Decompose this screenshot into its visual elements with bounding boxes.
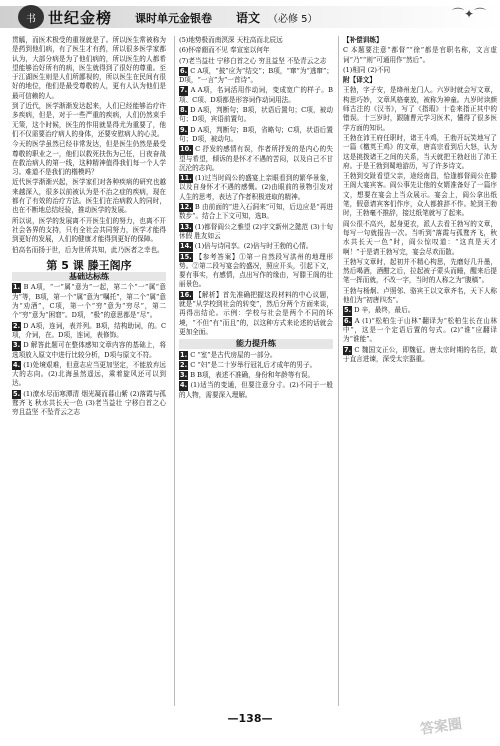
answer-number: 8.: [180, 106, 188, 115]
answer-text: (1)适当的变通，但要注意分寸。(2)不同于一般的人物，需要深入理解。: [179, 381, 333, 399]
answer-item: [179, 106, 333, 125]
lesson-title: 第 5 课 滕王阁序: [46, 258, 132, 272]
paragraph: 伯高名而扬于世，后为世所共知，此乃医者之幸也。: [12, 245, 164, 254]
watermark-logo: 答案圈: [419, 716, 464, 738]
answer-number: 1.: [180, 350, 188, 359]
left-passage: [12, 36, 166, 255]
answer-text: A (1)“松柏生于山林”翻译为“松柏生长在山林中”，这是一个定语后置的句式。(2)“谁”应翻译为“谁能”。: [343, 316, 497, 344]
answer-number: 11.: [180, 174, 192, 183]
answer-number: 6.: [344, 316, 352, 325]
answer-item: [343, 346, 497, 365]
advanced-answer-list: [179, 351, 333, 400]
answer-text: C 抒发的感情有误，作者所抒发的是内心的失望与希望，倾诉的是怀才不遇的苦闷，以及自己不甘沉沦的志向。: [179, 145, 333, 172]
answer-text: B A项，“一”属“意为”一起，第二个“一”属“意为”等，B项，第一个“属”意为“嘱托”，第二个“属”意为“劝酒”，C项，第一个“穷”意为“穷尽”，第二个“穷”意为“困窘”。D项，“极”的意思都是“尽”。: [12, 283, 166, 320]
answer-item: [179, 223, 333, 242]
answer-item: [179, 203, 333, 222]
answer-item: [12, 390, 166, 418]
answer-number: 10.: [180, 145, 192, 154]
supplement-tag: 【补偿训练】: [343, 36, 383, 44]
answer-item: [179, 145, 333, 173]
answer-item: [179, 242, 333, 251]
paragraph: 近代医学渐渐兴起，医学家们对各种疾病的研究也越来越深入，很多以前被认为是不治之症的疾病，现在都有了有效的治疗方法。医生们在治病救人的同时，也在不断地总结经验，推动医学的发展。: [12, 178, 166, 215]
answer-number: 2.: [180, 360, 188, 369]
answer-number: 4.: [13, 360, 21, 369]
answer-text: D A项，判断句；B项，省略句；C项，状语后置句；D项，被动句。: [179, 125, 333, 143]
answer-text: D A项，判断句；B项，状语后置句；C项，被动句；D项，宾语前置句。: [179, 106, 333, 124]
answer-text: 【解析】首先准确把握这段材料的中心议题，就是“从学校到社会的转变”，然后分两个方面来谈，再得出结论。示例：学校与社会是两个不同的环境，“不但”有“而且”的，以这种方式来论述的话就会更加全面。: [179, 290, 333, 336]
answer-item: [179, 174, 333, 202]
answer-item: [12, 361, 166, 389]
answer-text: (1)过当时阎公的盛宴上亲眼看到的繁华景象，以及自身怀才不遇的感慨。(2)由眼前的景物引发对人生的思考，表达了作者积极进取的精神。: [179, 174, 333, 201]
answer-text: A A项，名词活用作动词，变成宽广的样子。B项、C项、D项都是形容词作动词用法。: [179, 86, 333, 104]
paragraph: 阎公很不高兴，起身更衣，派人去看王勃写的文章，每写一句就报告一次。当听到“落霞与孤鹜齐飞，秋水共长天一色”时，阎公惊叹道：“这真是天才啊！”于是请王勃写完，宴会尽欢而散。: [343, 219, 497, 256]
answer-item: [12, 341, 166, 360]
answer-number: 6.: [180, 66, 188, 75]
answer-item: [179, 351, 333, 360]
answer-item: [179, 381, 333, 400]
answer-item: [179, 67, 333, 86]
paragraph: 所以说，医学的发展离不开医生们的努力，也离不开社会各界的支持，只有全社会共同努力，医学才能得到更好的发展，人们的健康才能得到更好的保障。: [12, 216, 166, 244]
answer-number: 15.: [180, 252, 192, 261]
answer-text: C A项，“披”应为“结交”；B项，“窜”为“逃窜”；D项，“一言”为“一首诗”。: [179, 66, 333, 85]
answer-number: 2.: [13, 321, 21, 330]
answer-item: [179, 371, 333, 380]
translation-tag: 附【译文】: [343, 76, 376, 85]
paragraph: (5)地势极而南溟深 天柱高而北辰远: [179, 36, 283, 44]
answer-number: 7.: [344, 345, 352, 354]
paragraph: 王勃到交趾看望父亲，途经南昌，恰逢都督阎公在滕王阁大宴宾客。阎公事先让他的女婿准备好了一篇序文，想要在宴会上当众展示。宴会上，阎公拿出纸笔，假意请宾客们作序，众人都推辞不作。轮到王勃时，王勃毫不推辞，接过纸笔就写了起来。: [343, 172, 497, 218]
answer-text: (1)倍与诗同享。(2)倍与时王勃的心情。: [194, 242, 313, 251]
answer-text: D 辛，最终，最后。: [354, 306, 415, 315]
paragraph: 贯觚，而医术极受的重视就是了。所以医生常被称为是药到他们病，有了医生才有药，所以很多医学家都认为，大部分病是为了他们病的，所以医生的人都希望能够治好所有的病，医生就得到了很好的尊重。至于江湖医生则是人们所鄙视的，所以医生在民间有很好的地位，他们是最受尊敬的人，更有人认为他们是最可信赖的人。: [12, 36, 166, 100]
left-answer-list: [12, 283, 166, 417]
brand-title: 世纪金榜: [48, 9, 113, 27]
answer-number: 1.: [13, 283, 21, 292]
answer-text: (1)都督阎公之雅望 (2)宇文新州之懿范 (3)十旬休假 胜友如云: [179, 222, 333, 240]
book-logo-icon: 书: [18, 5, 44, 29]
section-basic: 基础达标练: [12, 272, 166, 281]
supplement-answers: [343, 46, 497, 75]
answer-item: [179, 361, 333, 370]
answer-number: 3.: [13, 341, 21, 350]
answer-number: 13.: [180, 222, 192, 231]
paragraph: (1)相同 (2)不同: [343, 65, 391, 74]
paragraph: 王勃写文章时，起初并不精心构思，先磨好几升墨，然后喝酒，酒酣之后，拉起被子蒙头而睡，醒来后提笔一挥而就，不改一字，当时的人称之为“腹稿”。: [343, 257, 497, 285]
subject-label: 语文: [236, 11, 261, 25]
answer-number: 5.: [13, 389, 21, 398]
answer-number: 5.: [344, 306, 352, 315]
paragraph: 今天的医学虽然已经非常发达，但是医生仍然是最受尊敬的职业之一，他们以救死扶伤为己任，日夜奋战在救治病人的第一线，这种精神值得我们每一个人学习。难道不是我们的楷模吗？: [12, 140, 166, 177]
paragraph: 到了近代，医学渐渐发达起来，人们已经能够治疗许多疾病，但是，对于一些严重的疾病，人们仍然束手无策，这个时候，医生的作用就显得尤为重要了，他们不仅需要治疗病人的身体，还要安慰病人的心灵。: [12, 102, 166, 138]
answer-text: (1)潦水尽而寒潭清 烟光凝而暮山紫 (2)落霞与孤鹜齐飞 秋水共长天一色 (3)老当益壮 宁移白首之心 穷且益坚 不坠青云之志: [12, 389, 166, 417]
middle-answer-list: [179, 67, 333, 337]
answer-number: 9.: [180, 125, 188, 134]
answer-number: 14.: [180, 242, 192, 251]
paragraph: 王勃与杨炯、卢照邻、骆宾王以文章齐名，天下人称他们为“初唐四杰”。: [343, 286, 497, 305]
answer-item: [12, 283, 166, 320]
answer-item: [179, 253, 333, 290]
right-answer-list: [343, 306, 497, 364]
answer-text: D 解答此题可在整体感知文章内容的基础上，将选项放入原文中进行比较分析，D项与原文不符。: [12, 341, 166, 359]
page-header: [0, 0, 500, 34]
paragraph: (6)怀帝阍而不见 奉宣室以何年: [179, 46, 270, 55]
answer-text: B B项，表述不准确，身份和年龄等有误。: [190, 371, 315, 380]
paragraph: (7)老当益壮 宁移白首之心 穷且益坚 不坠青云之志: [179, 56, 327, 65]
column-right: [338, 36, 497, 706]
subject-volume: （必修 5）: [268, 14, 318, 25]
answer-number: 3.: [180, 371, 188, 380]
answer-text: C “室”是古代房屋的一部分。: [190, 350, 277, 359]
answer-item: [179, 291, 333, 337]
answer-number: 7.: [180, 86, 188, 95]
paragraph: 王勃，字子安，是绛州龙门人。六岁时就会写文章，构思巧妙，文章风格豪放，被称为神童。九岁时读颜师古注的《汉书》，写了《指瑕》十卷来指正其中的错误。十三岁时，跟随曹元学习医术，懂得了很多医学方面的知识。: [343, 86, 497, 132]
paragraph: 王勃在沛王府任职时，诸王斗鸡，王勃开玩笑地写了一篇《檄英王鸡》的文章，唐高宗看到后大怒，认为这是挑拨诸王之间的关系，当天就把王勃赶出了沛王府。于是王勃到蜀地游历，写了许多诗文。: [343, 133, 497, 170]
answer-text: D A项，连词，表并列。B项，结构助词，的。C项，介词，在。D项，连词，表修饰。: [12, 321, 166, 339]
answer-text: B 由前面的“进入石洞来”可知，后边应是“再进数步”。结合上下文可知，选B。: [179, 203, 333, 221]
bird-icon: ⌒✦⌒: [452, 7, 487, 21]
section-advanced: 能力提升练: [179, 339, 333, 348]
answer-item: [179, 86, 333, 105]
middle-passage: [179, 36, 333, 66]
answer-number: 12.: [180, 203, 192, 212]
answer-text: C 魏国文正公，即魏征。唐太宗时期的名臣，敢于直言进谏，深受太宗器重。: [343, 345, 497, 363]
answer-item: [343, 306, 497, 315]
answer-item: [12, 322, 166, 341]
answer-item: [179, 126, 333, 145]
paragraph: C 本题要注意“都督”“徐”都是官职名称，文言虚词“乃”“则”可通用作“然后”。: [343, 46, 497, 64]
answer-text: C “妇”是二十岁举行冠礼后才成年的男子。: [190, 360, 317, 369]
answer-number: 4.: [180, 381, 188, 390]
answer-number: 16.: [180, 290, 192, 299]
answer-text: 【参考答案】①第一自然段写洪州的地理形势。②第二段写宴会的盛况，照应开头，引起下文，要有事实，有感情，点出写作的缘由，写滕王阁的壮丽景色。: [179, 252, 333, 289]
answer-item: [343, 317, 497, 345]
series-subtitle: 课时单元金银卷: [135, 12, 212, 25]
column-left: [12, 36, 166, 706]
answer-columns: [12, 36, 497, 706]
page-number: —138—: [227, 712, 273, 725]
translation-text: [343, 86, 497, 305]
column-middle: [174, 36, 333, 706]
answer-text: (1)处境艰难，但意志应当更加坚定，不能放弃远大的志向。(2)北海虽然遥远，乘着旋风还可以到达。: [12, 360, 166, 388]
